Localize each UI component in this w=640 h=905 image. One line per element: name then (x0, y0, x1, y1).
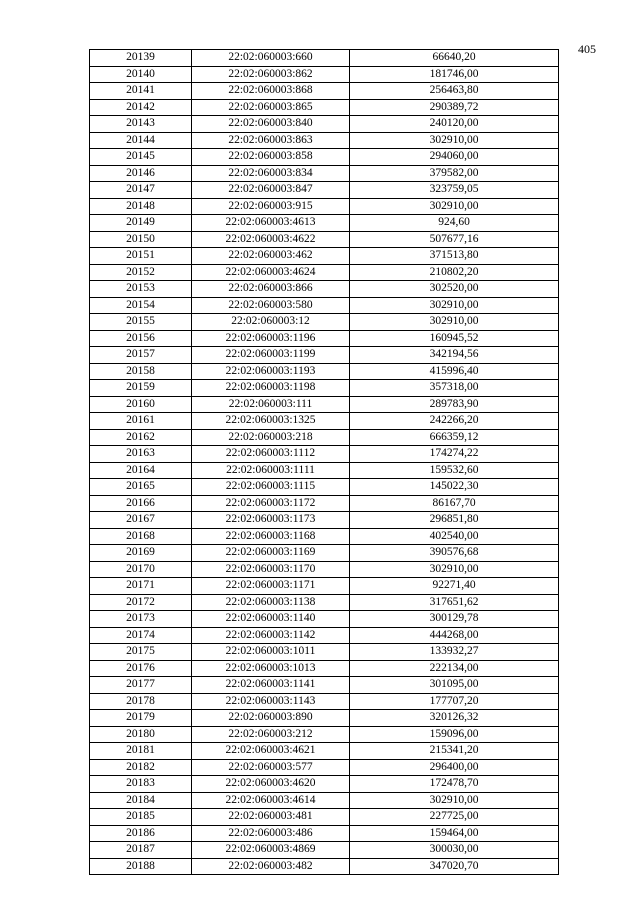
row-number-cell: 20184 (90, 792, 192, 809)
row-number-cell: 20151 (90, 248, 192, 265)
value-cell: 317651,62 (350, 594, 559, 611)
value-cell: 302910,00 (350, 314, 559, 331)
cadastral-number-cell: 22:02:060003:1169 (192, 545, 350, 562)
row-number-cell: 20144 (90, 132, 192, 149)
row-number-cell: 20177 (90, 677, 192, 694)
value-cell: 323759,05 (350, 182, 559, 199)
table-row (90, 825, 559, 842)
value-cell: 92271,40 (350, 578, 559, 595)
row-number-cell: 20172 (90, 594, 192, 611)
cadastral-number-cell: 22:02:060003:868 (192, 83, 350, 100)
cadastral-number-cell: 22:02:060003:1170 (192, 561, 350, 578)
cadastral-number-cell: 22:02:060003:1198 (192, 380, 350, 397)
value-cell: 507677,16 (350, 231, 559, 248)
table-row (90, 231, 559, 248)
value-cell: 290389,72 (350, 99, 559, 116)
table-row (90, 429, 559, 446)
value-cell: 347020,70 (350, 858, 559, 875)
row-number-cell: 20155 (90, 314, 192, 331)
value-cell: 390576,68 (350, 545, 559, 562)
table-row (90, 462, 559, 479)
cadastral-number-cell: 22:02:060003:1171 (192, 578, 350, 595)
row-number-cell: 20160 (90, 396, 192, 413)
table-row (90, 743, 559, 760)
value-cell: 357318,00 (350, 380, 559, 397)
row-number-cell: 20158 (90, 363, 192, 380)
row-number-cell: 20147 (90, 182, 192, 199)
table-row (90, 660, 559, 677)
value-cell: 227725,00 (350, 809, 559, 826)
value-cell: 160945,52 (350, 330, 559, 347)
row-number-cell: 20182 (90, 759, 192, 776)
value-cell: 296851,80 (350, 512, 559, 529)
value-cell: 342194,56 (350, 347, 559, 364)
value-cell: 300129,78 (350, 611, 559, 628)
row-number-cell: 20143 (90, 116, 192, 133)
value-cell: 66640,20 (350, 50, 559, 67)
table-row (90, 396, 559, 413)
value-cell: 159096,00 (350, 726, 559, 743)
value-cell: 294060,00 (350, 149, 559, 166)
value-cell: 444268,00 (350, 627, 559, 644)
row-number-cell: 20142 (90, 99, 192, 116)
cadastral-number-cell: 22:02:060003:1193 (192, 363, 350, 380)
cadastral-number-cell: 22:02:060003:577 (192, 759, 350, 776)
value-cell: 415996,40 (350, 363, 559, 380)
value-cell: 159464,00 (350, 825, 559, 842)
cadastral-number-cell: 22:02:060003:1112 (192, 446, 350, 463)
value-cell: 256463,80 (350, 83, 559, 100)
row-number-cell: 20161 (90, 413, 192, 430)
table-row (90, 644, 559, 661)
table-row (90, 677, 559, 694)
cadastral-number-cell: 22:02:060003:840 (192, 116, 350, 133)
cadastral-number-cell: 22:02:060003:858 (192, 149, 350, 166)
table-row (90, 809, 559, 826)
cadastral-number-cell: 22:02:060003:482 (192, 858, 350, 875)
table-row (90, 50, 559, 67)
cadastral-number-cell: 22:02:060003:580 (192, 297, 350, 314)
table-row (90, 297, 559, 314)
table-row (90, 858, 559, 875)
table-row (90, 248, 559, 265)
value-cell: 289783,90 (350, 396, 559, 413)
table-row (90, 149, 559, 166)
cadastral-number-cell: 22:02:060003:834 (192, 165, 350, 182)
row-number-cell: 20165 (90, 479, 192, 496)
table-row (90, 594, 559, 611)
row-number-cell: 20159 (90, 380, 192, 397)
table-row (90, 99, 559, 116)
table-row (90, 792, 559, 809)
value-cell: 181746,00 (350, 66, 559, 83)
row-number-cell: 20167 (90, 512, 192, 529)
cadastral-number-cell: 22:02:060003:1011 (192, 644, 350, 661)
value-cell: 133932,27 (350, 644, 559, 661)
value-cell: 172478,70 (350, 776, 559, 793)
row-number-cell: 20171 (90, 578, 192, 595)
table-row (90, 66, 559, 83)
table-row (90, 479, 559, 496)
table-row (90, 413, 559, 430)
table-row (90, 759, 559, 776)
row-number-cell: 20149 (90, 215, 192, 232)
row-number-cell: 20178 (90, 693, 192, 710)
cadastral-number-cell: 22:02:060003:1142 (192, 627, 350, 644)
table-row (90, 165, 559, 182)
page-number: 405 (578, 42, 596, 56)
cadastral-number-cell: 22:02:060003:111 (192, 396, 350, 413)
cadastral-number-cell: 22:02:060003:462 (192, 248, 350, 265)
value-cell: 302910,00 (350, 132, 559, 149)
cadastral-number-cell: 22:02:060003:847 (192, 182, 350, 199)
value-cell: 215341,20 (350, 743, 559, 760)
table-row (90, 693, 559, 710)
cadastral-number-cell: 22:02:060003:1115 (192, 479, 350, 496)
cadastral-number-cell: 22:02:060003:486 (192, 825, 350, 842)
table-row (90, 627, 559, 644)
table-body (90, 50, 559, 875)
cadastral-number-cell: 22:02:060003:866 (192, 281, 350, 298)
row-number-cell: 20174 (90, 627, 192, 644)
table-row (90, 561, 559, 578)
cadastral-number-cell: 22:02:060003:863 (192, 132, 350, 149)
value-cell: 300030,00 (350, 842, 559, 859)
value-cell: 402540,00 (350, 528, 559, 545)
table-row (90, 710, 559, 727)
row-number-cell: 20173 (90, 611, 192, 628)
table-row (90, 545, 559, 562)
row-number-cell: 20186 (90, 825, 192, 842)
value-cell: 302910,00 (350, 198, 559, 215)
row-number-cell: 20187 (90, 842, 192, 859)
cadastral-number-cell: 22:02:060003:4613 (192, 215, 350, 232)
row-number-cell: 20141 (90, 83, 192, 100)
cadastral-number-cell: 22:02:060003:4621 (192, 743, 350, 760)
cadastral-number-cell: 22:02:060003:890 (192, 710, 350, 727)
value-cell: 302910,00 (350, 561, 559, 578)
cadastral-number-cell: 22:02:060003:1111 (192, 462, 350, 479)
value-cell: 296400,00 (350, 759, 559, 776)
value-cell: 666359,12 (350, 429, 559, 446)
table-row (90, 776, 559, 793)
value-cell: 302910,00 (350, 297, 559, 314)
row-number-cell: 20166 (90, 495, 192, 512)
cadastral-number-cell: 22:02:060003:4624 (192, 264, 350, 281)
cadastral-number-cell: 22:02:060003:1173 (192, 512, 350, 529)
row-number-cell: 20168 (90, 528, 192, 545)
row-number-cell: 20183 (90, 776, 192, 793)
table-row (90, 446, 559, 463)
cadastral-number-cell: 22:02:060003:1143 (192, 693, 350, 710)
cadastral-number-cell: 22:02:060003:4869 (192, 842, 350, 859)
value-cell: 379582,00 (350, 165, 559, 182)
row-number-cell: 20181 (90, 743, 192, 760)
cadastral-number-cell: 22:02:060003:1196 (192, 330, 350, 347)
cadastral-number-cell: 22:02:060003:481 (192, 809, 350, 826)
row-number-cell: 20162 (90, 429, 192, 446)
value-cell: 177707,20 (350, 693, 559, 710)
row-number-cell: 20145 (90, 149, 192, 166)
row-number-cell: 20154 (90, 297, 192, 314)
row-number-cell: 20150 (90, 231, 192, 248)
row-number-cell: 20175 (90, 644, 192, 661)
cadastral-number-cell: 22:02:060003:12 (192, 314, 350, 331)
cadastral-number-cell: 22:02:060003:862 (192, 66, 350, 83)
cadastral-number-cell: 22:02:060003:1168 (192, 528, 350, 545)
table-row (90, 281, 559, 298)
cadastral-number-cell: 22:02:060003:1172 (192, 495, 350, 512)
value-cell: 371513,80 (350, 248, 559, 265)
table-row (90, 347, 559, 364)
table-row (90, 215, 559, 232)
cadastral-number-cell: 22:02:060003:4622 (192, 231, 350, 248)
row-number-cell: 20153 (90, 281, 192, 298)
row-number-cell: 20179 (90, 710, 192, 727)
row-number-cell: 20148 (90, 198, 192, 215)
value-cell: 242266,20 (350, 413, 559, 430)
row-number-cell: 20169 (90, 545, 192, 562)
table-row (90, 578, 559, 595)
row-number-cell: 20157 (90, 347, 192, 364)
value-cell: 86167,70 (350, 495, 559, 512)
table-row (90, 116, 559, 133)
row-number-cell: 20164 (90, 462, 192, 479)
cadastral-number-cell: 22:02:060003:4614 (192, 792, 350, 809)
value-cell: 240120,00 (350, 116, 559, 133)
row-number-cell: 20163 (90, 446, 192, 463)
table-row (90, 528, 559, 545)
value-cell: 320126,32 (350, 710, 559, 727)
table-row (90, 132, 559, 149)
row-number-cell: 20146 (90, 165, 192, 182)
cadastral-number-cell: 22:02:060003:212 (192, 726, 350, 743)
table-row (90, 495, 559, 512)
row-number-cell: 20170 (90, 561, 192, 578)
cadastral-number-cell: 22:02:060003:1141 (192, 677, 350, 694)
value-cell: 301095,00 (350, 677, 559, 694)
value-cell: 302910,00 (350, 792, 559, 809)
cadastral-number-cell: 22:02:060003:218 (192, 429, 350, 446)
cadastral-table (89, 49, 559, 875)
cadastral-number-cell: 22:02:060003:1140 (192, 611, 350, 628)
value-cell: 222134,00 (350, 660, 559, 677)
row-number-cell: 20152 (90, 264, 192, 281)
cadastral-number-cell: 22:02:060003:1199 (192, 347, 350, 364)
table-row (90, 842, 559, 859)
table-row (90, 330, 559, 347)
row-number-cell: 20188 (90, 858, 192, 875)
table-row (90, 314, 559, 331)
table-row (90, 83, 559, 100)
row-number-cell: 20180 (90, 726, 192, 743)
value-cell: 302520,00 (350, 281, 559, 298)
row-number-cell: 20139 (90, 50, 192, 67)
table-row (90, 264, 559, 281)
table-row (90, 611, 559, 628)
row-number-cell: 20156 (90, 330, 192, 347)
value-cell: 159532,60 (350, 462, 559, 479)
cadastral-number-cell: 22:02:060003:865 (192, 99, 350, 116)
row-number-cell: 20140 (90, 66, 192, 83)
value-cell: 174274,22 (350, 446, 559, 463)
table-row (90, 726, 559, 743)
table-row (90, 182, 559, 199)
cadastral-number-cell: 22:02:060003:660 (192, 50, 350, 67)
table-row (90, 198, 559, 215)
cadastral-number-cell: 22:02:060003:1013 (192, 660, 350, 677)
value-cell: 924,60 (350, 215, 559, 232)
table-row (90, 512, 559, 529)
cadastral-number-cell: 22:02:060003:4620 (192, 776, 350, 793)
cadastral-number-cell: 22:02:060003:1138 (192, 594, 350, 611)
cadastral-number-cell: 22:02:060003:1325 (192, 413, 350, 430)
value-cell: 145022,30 (350, 479, 559, 496)
table-row (90, 380, 559, 397)
cadastral-number-cell: 22:02:060003:915 (192, 198, 350, 215)
row-number-cell: 20176 (90, 660, 192, 677)
table-row (90, 363, 559, 380)
row-number-cell: 20185 (90, 809, 192, 826)
value-cell: 210802,20 (350, 264, 559, 281)
